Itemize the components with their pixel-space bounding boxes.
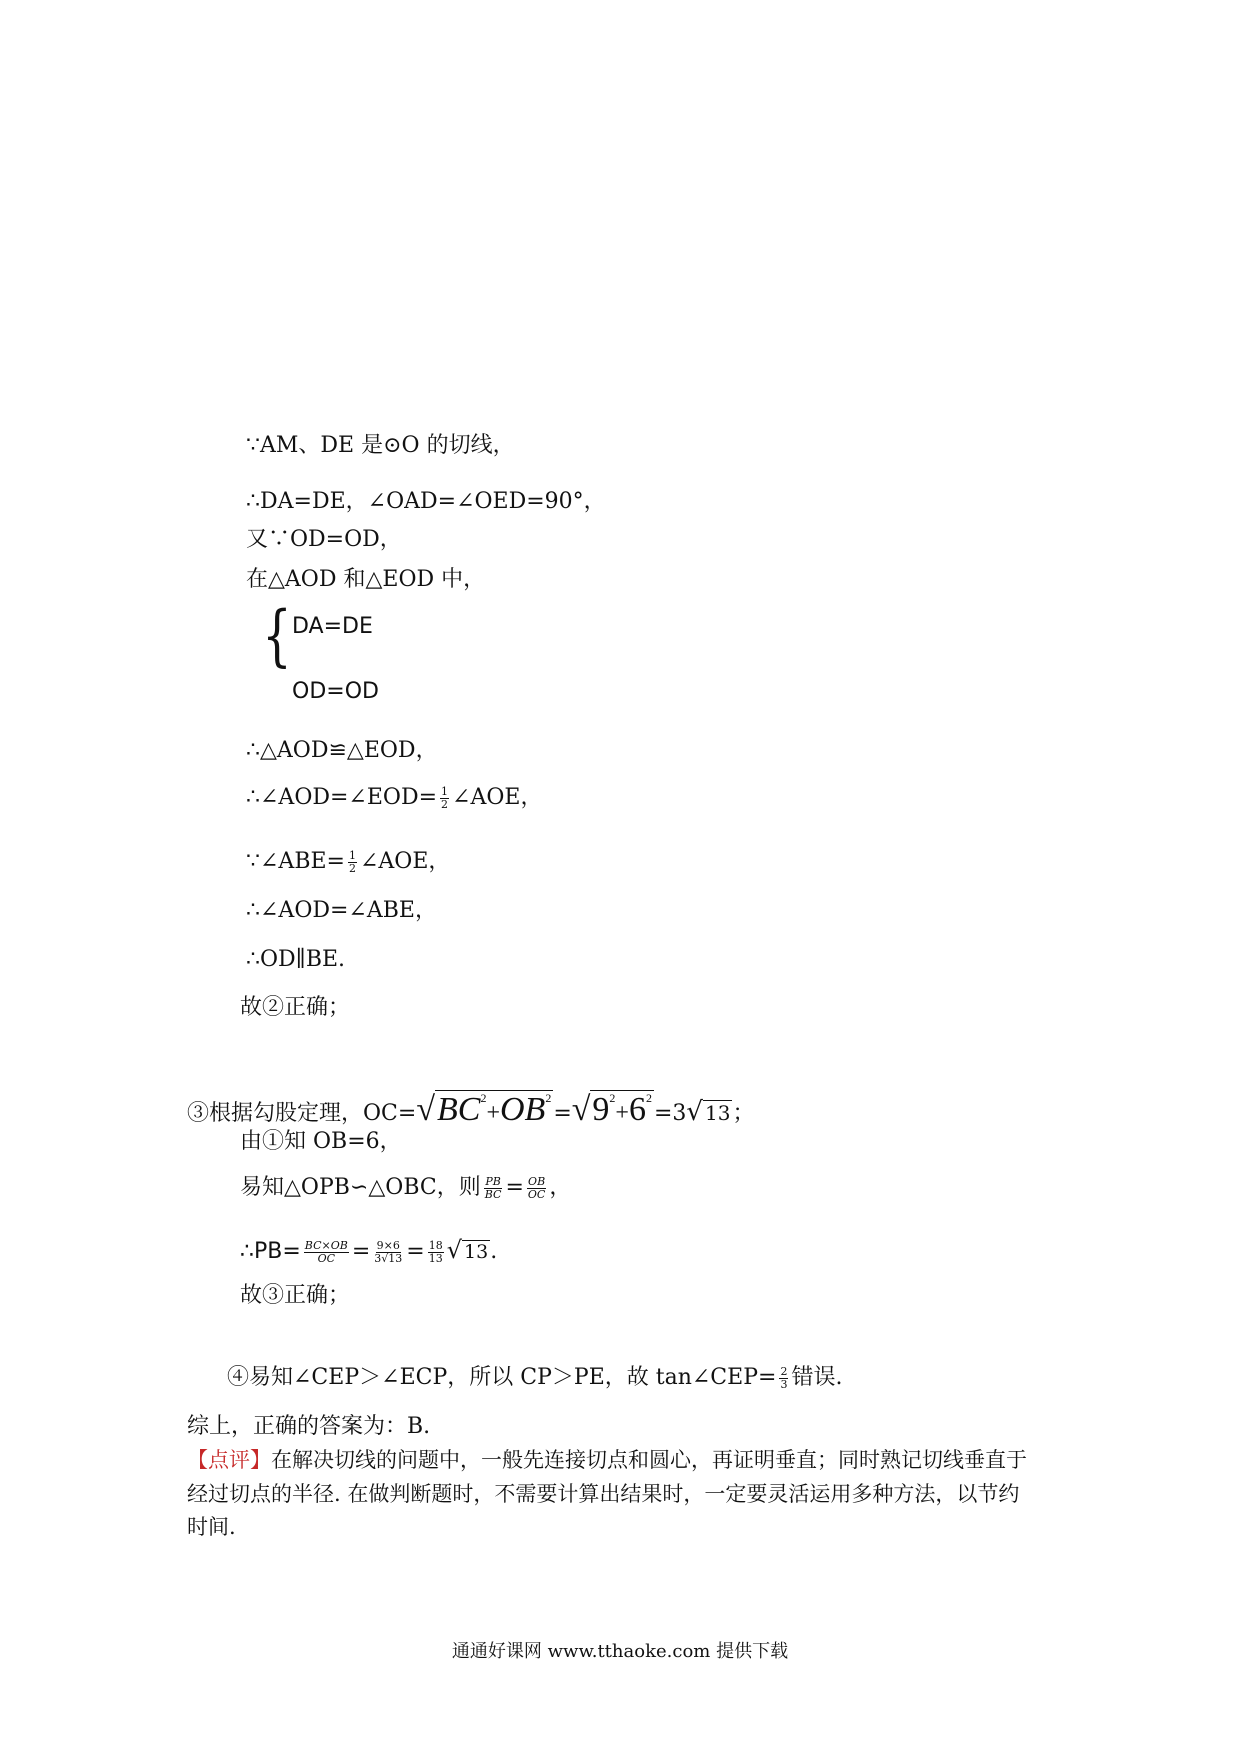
- proof2-line7: [246, 848, 450, 876]
- proof3-line3: 易知△OPB∽△OBC，则 $\frac{PB}{BC}$ = $\frac{OB}{OC}$ ，: [240, 1174, 572, 1201]
- proof4-line: [227, 1364, 842, 1392]
- proof2-line4: 在△AOD 和△EOD 中，: [246, 567, 486, 592]
- proof3-line4: ∴PB= $\frac{BC\times OB}{OC}$ = $\frac{9\times 6}{3√13}$ = $\frac{18}{13}$ √ 13.: [240, 1236, 498, 1265]
- system-brace: {: [262, 597, 292, 674]
- proof3-line1-a: ③根据勾股定理，OC=: [187, 1101, 417, 1126]
- comment-text1: 在解决切线的问题中，一般先连接切点和圆心，再证明垂直；同时熟记切线垂直于: [271, 1448, 1027, 1472]
- ob-oc-fraction: $\frac{OB}{OC}$: [527, 1174, 546, 1201]
- proof2-line3: 又∵OD=OD，: [246, 527, 402, 552]
- half-fraction: $\frac{1}{2}$: [441, 784, 449, 811]
- pb-bc-fraction: $\frac{PB}{BC}$: [484, 1174, 502, 1201]
- oc-radical-1: $√BC^2+OB^2$: [416, 1091, 552, 1128]
- proof2-line6: [246, 784, 542, 812]
- system-eq1: DA=DE: [292, 614, 373, 639]
- summary: 综上，正确的答案为：B.: [187, 1414, 431, 1439]
- three-coefficient: =3: [653, 1101, 687, 1126]
- comment-line3: 时间.: [187, 1515, 236, 1539]
- proof2-line1: ∵AM、DE 是⊙O 的切线，: [246, 433, 515, 458]
- proof3-line2: 由①知 OB=6，: [240, 1129, 402, 1154]
- comment-tag: 【点评】: [187, 1448, 271, 1472]
- proof3-conclusion: 故③正确；: [240, 1283, 351, 1308]
- system-eq2: OD=OD: [292, 679, 379, 704]
- sqrt13: √ 13: [446, 1236, 489, 1264]
- proof2-line2: ∴DA=DE，∠OAD=∠OED=90°，: [246, 489, 606, 514]
- proof4-b: 错误.: [791, 1365, 843, 1390]
- proof2-line6-b: ∠AOE，: [452, 785, 543, 810]
- proof2-line6-a: ∴∠AOD=∠EOD=: [246, 785, 438, 810]
- oc-radical-2: $√9^2+6^2$: [571, 1091, 652, 1128]
- comment-line1: [187, 1446, 1027, 1474]
- proof2-line5: ∴△AOD≌△EOD，: [246, 738, 438, 763]
- ninesix-fraction: $\frac{9\times 6}{3√13}$: [374, 1238, 403, 1265]
- proof4-a: ④易知∠CEP＞∠ECP，所以 CP＞PE，故 tan∠CEP=: [227, 1365, 777, 1390]
- proof2-line9: ∴OD∥BE.: [246, 947, 346, 972]
- sqrt13: √ 13: [686, 1097, 731, 1127]
- proof3-line1: [187, 1076, 754, 1136]
- bcob-oc-fraction: $\frac{BC\times OB}{OC}$: [304, 1238, 348, 1265]
- proof3-line3-a: 易知△OPB∽△OBC，则: [240, 1175, 481, 1200]
- proof2-line7-b: ∠AOE，: [359, 849, 451, 874]
- comment-line2: 经过切点的半径. 在做判断题时，不需要计算出结果时，一定要灵活运用多种方法，以节约: [187, 1482, 1020, 1506]
- semicolon: ；: [732, 1101, 755, 1126]
- proof2-line8: ∴∠AOD=∠ABE，: [246, 898, 437, 923]
- page-footer: 通通好课网 www.tthaoke.com 提供下载: [451, 1641, 789, 1662]
- two-thirds-fraction: $\frac{2}{3}$: [780, 1364, 788, 1391]
- eighteen-thirteen-fraction: $\frac{18}{13}$: [428, 1238, 443, 1265]
- proof2-line7-a: ∵∠ABE=: [246, 849, 345, 874]
- half-fraction: $\frac{1}{2}$: [348, 848, 356, 875]
- proof2-conclusion: 故②正确；: [240, 995, 351, 1020]
- equals: =: [553, 1101, 572, 1126]
- proof3-line4-a: ∴PB=: [240, 1239, 301, 1264]
